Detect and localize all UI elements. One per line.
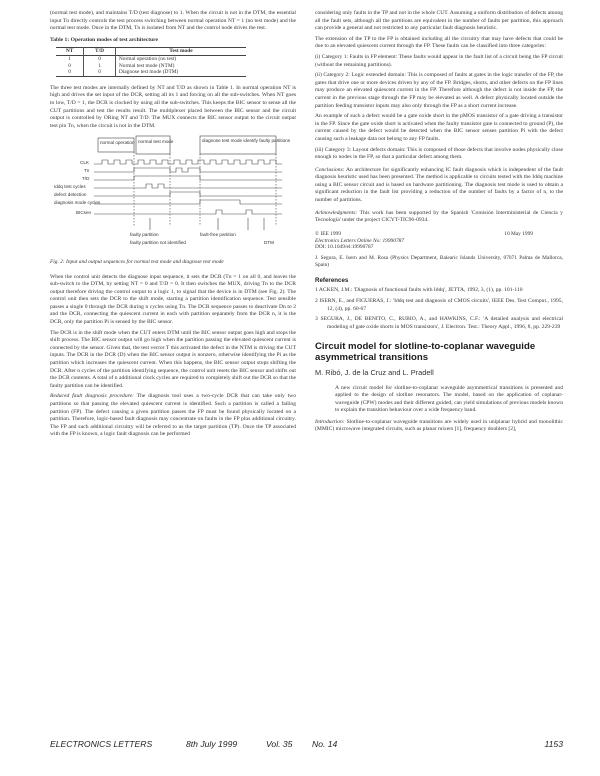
label-tn: Tn (84, 168, 90, 174)
doi: DOI: 10.1049/el:19990787 (315, 244, 374, 251)
left-para-4-body: The diagnosis tool uses a two-cycle DCR that can take only two partitions so that passing the elevated quiescent current is identified. Such a partition is called a failing partition (FP). The defect causing a given partition passes the FP must be found physically located on a partition. Therefore, logic-based fault diagnosis may concentrate on faults in the FP plus additional circuitry. The FP and such additional circuitry will be referred to as the target partition (TP). Once the TP associated with the FP is known, a logic fault diagnosis can be performed (50, 393, 296, 438)
table-cell: Normal operation (no test) (115, 55, 246, 62)
category-2: (ii) Category 2: Logic extended domain: This is composed of faults at gates in the logic transfer of the FP, the gates that drive one or more devices driven by any of the FP. Bridges, shorts, and other defects on the FP lines may produce an elevated quiescent current in the FP. Therefore although the defect is not inside the FP, the current in the previous stage through the FP may be elevated as well. A defect physically located outside the partition feeding transistor inputs may also only through the FP as a short current increase. (315, 72, 563, 109)
label-diag-cycles: diagnosis mode cycles (54, 200, 101, 206)
acknowledgments-lead: Acknowledgments: (315, 209, 358, 216)
left-para-top: (normal test mode), and maintains T/D (test diagnose) to 1. When the circuit is not in the DTM, the essential input Tn directly controls the test process switching between normal operation NT = 1 (no test mode) and the normal test mode. Once in the DTM, Tn is isolated from NT and the control node drives the test. (50, 10, 296, 32)
label-fault-detection: defect detection (54, 192, 87, 198)
article-authors: M. Ribó, J. de la Cruz and L. Pradell (315, 368, 434, 378)
table-header-test-mode: Test mode (115, 48, 246, 56)
left-para-2: When the control unit detects the diagnose input sequence, it sets the DCR (Tn = 1 on all 0, and leaves the sub-switch to the DTM, by setting NT = 0 and T/D = 0. It then switches the MUX, driving Tn to the DCR output therefore driving the control output to a logic 1, to signal that the device is in DTM (see Fig. 2). The control unit then sets the DCR to the shift mode, starting a partition identification sequence. Test sensible passes a single 0 through the DCR during n cycles using Tn. The DCR sequence passes to deactivate Dn to 2 and the DCR, connecting the quiescent current in each with partition separately from the DCR n, it is the DCR, only the partition Pi is sensed by the BIC sensor. (50, 273, 296, 326)
conclusions-body: An architecture for significantly enhancing IC fault diagnosis which is independent of the fault diagnosis heuristic used has been presented. The method is applicable to circuits tested with the Iddq machine using a BIC sensor circuit and is based on hardware partitioning. The diagnosis test mode is used to obtain a significant reduction in the fault list providing a reduction of the number of faults by a factor of n, to the number of partitions. (315, 166, 563, 204)
label-diagnose: diagnose test mode identify faulty partitions (202, 138, 291, 144)
footer-date: 8th July 1999 (186, 739, 238, 749)
footer-volume: Vol. 35 (266, 739, 293, 749)
label-fault-free: fault-free partition (200, 232, 236, 238)
right-para-3: An example of such a defect would be a gate oxide short in the pMOS transistor of a gate driving a transistor in the FP. Since the gate oxide short is activated when the faulty transistor gate is connected to ground (P), the current caused by the defect would be detected when the BIC sensor senses partition Pi with the defect causing such a leakage data not belong to any FP faults. (315, 113, 563, 142)
right-column (315, 10, 563, 437)
label-faulty: faulty partition (130, 232, 159, 238)
left-para-3: The DCR is in the shift mode when the CUT enters DTM until the BIC sensor output goes high and stops the shift process. The BIC sensor output will go high when the partition passing the elevated quiescent current is connected by the sensor. Given that, the test vector T this activated the defect in the NTM is driving the CUT inputs. The DCR in the DCR (D) when the BIC sensor output is nonzero, otherwise identifying the Pi as the partition which increases the quiescent current. When this happens, the BIC sensor output stops shifting the DCR. After n cycles of the partition identifying sequence, the control unit resets the BIC sensor and shifts out the DCR contents. A total of n additional clock cycles are required to completely shift out the DCR so that the faulty partition can be identified. (50, 329, 296, 389)
timing-diagram-figure (50, 134, 296, 256)
copyright: © IEE 1999 (315, 230, 341, 237)
table-cell: Diagnose test mode (DTM) (115, 69, 246, 76)
category-3: (iii) Category 3: Layout defects domain: This is composed of those defects that involve nodes physically close enough to nodes in the FP, so that a particular defect among them. (315, 146, 563, 161)
figure-caption: Fig. 2: Input and output sequences for normal test mode and diagnose test mode (50, 258, 224, 265)
right-para-2: The extension of the TP to the FP is obtained including all the circuitry that may have defects that could be due to an elevated quiescent current through the FP. These faults can be classified into three categories: (315, 35, 563, 50)
footer-number: No. 14 (312, 739, 338, 749)
references-list (315, 287, 563, 331)
introduction-body: Slotline-to-coplanar waveguide transitions are widely used in uniplanar hybrid and monolithic (MMIC) microwave integrated circuits, such as planar mixers [1], frequency doublers [2], (315, 418, 563, 433)
article-meta (315, 231, 563, 269)
label-dtm: DTM (264, 240, 274, 246)
category-1: (i) Category 1: Faults in FP element: These faults would appear in the fault list of a circuit being the FP circuit (without the remaining partitions). (315, 53, 563, 68)
conclusions-lead: Conclusions: (315, 166, 345, 173)
affiliation: J. Segura, E. Isern and M. Rosa (Physics Department, Balearic Islands University, 07071 Palma de Mallorca, Spain) (315, 255, 563, 269)
timing-diagram (50, 134, 296, 252)
table-cell: 1 (68, 55, 71, 62)
received-date: 10 May 1999 (504, 230, 533, 237)
table-header-td: T/D (84, 48, 116, 56)
label-not-identified: faulty partition not identified (130, 240, 186, 246)
online-ref: Electronics Letters Online No: 19990787 (315, 237, 405, 244)
label-clk: CLK (80, 160, 89, 166)
references-heading: References (315, 276, 349, 284)
table-cell: 1 (84, 63, 116, 70)
left-para-4 (50, 393, 296, 439)
label-normal-test: normal test mode (138, 139, 174, 145)
label-bic: BICsen (76, 210, 92, 216)
table-cell: 0 (68, 62, 71, 69)
table-cell: 0 (84, 55, 116, 62)
table-header-nt: NT (65, 48, 74, 55)
acknowledgments-body: This work has been supported by the Spanish 'Comisión Interministerial de Ciencia y Tecnología' under the project CICYT-TIC96-0934. (315, 209, 563, 224)
right-para-1: considering only faults in the TP and not in the whole CUT. Assuming a uniform distribution of defects among all the fault sets, although all the partitions are equivalent in the number of faults per partition, this approach can provide a general and not restricted to any particular fault diagnosis heuristic. (315, 10, 563, 32)
table-cell: 0 (68, 69, 71, 76)
left-para-1: The three test modes are internally defined by NT and T/D as shown in Table 1. In normal operation NT is high and drives the set input of the DCR, setting all its 1 and forcing on all the sub-switches. When NT goes to low, T/D = 1, the DCR is clocked by using all the sub-switches. This keeps the BIC sensor to sense all the CUT partitions and test the results result. The multiplexer placed between the BIC sensor and the circuit output is controlled by ORing NT and T/D. The MUX connects the BIC sensor output to the circuit output test pin Tn, when the circuit is not in the DTM. (50, 84, 296, 129)
table-header-row (56, 48, 246, 56)
footer-page: 1153 (544, 739, 563, 749)
table-cell: Normal test mode (NTM) (115, 63, 246, 70)
introduction-lead: Introduction: (315, 418, 345, 425)
label-iddq: Iddq test cycles (54, 184, 86, 190)
conclusions (315, 167, 563, 205)
introduction (315, 419, 563, 434)
table-row (56, 69, 246, 76)
article-title: Circuit model for slotline-to-coplanar waveguide asymmetrical transitions (315, 341, 536, 364)
table-caption: Table 1: Operation modes of test architecture (50, 36, 159, 43)
footer-journal: ELECTRONICS LETTERS (50, 739, 153, 749)
reference-item: 2 ISERN, E., and FIGUERAS, J.: 'Iddq test and diagnosis of CMOS circuits', IEEE Des. Test Comput., 1995, 12, (4), pp. 60-67 (315, 298, 563, 312)
reference-item: 3 SEGURA, J., DE BENITO, C., RUBIO, A., and HAWKINS, C.F.: 'A detailed analysis and electrical modeling of gate oxide shorts in MOS transistors', J. Electron. Test.: Theory Appl., 1996, 8, pp. 229-239 (315, 316, 563, 330)
acknowledgments (315, 210, 563, 225)
table-cell: 0 (84, 69, 116, 76)
reference-item: 1 ACKEN, J.M.: 'Diagnosis of functional faults with Iddq', JETTA, 1992, 3, (1), pp. 101-110 (315, 287, 523, 294)
left-column (50, 10, 296, 442)
abstract: A new circuit model for slotline-to-coplanar waveguide asymmetrical transitions is presented and applied to the design of slotline resonators. The model, based on the application of coplanar-waveguide (CPW) modes and their different guided, can yield simulations of previous models known to explain the transition behaviour over a wide frequency band. (335, 384, 563, 414)
copyright-line (315, 231, 563, 238)
table-row (56, 55, 246, 62)
label-td: T/D (82, 176, 90, 182)
left-para-4-lead: Reduced fault diagnosis procedure: (50, 393, 134, 400)
operation-modes-table (56, 47, 246, 76)
label-normal-operation: normal operation (100, 140, 135, 146)
